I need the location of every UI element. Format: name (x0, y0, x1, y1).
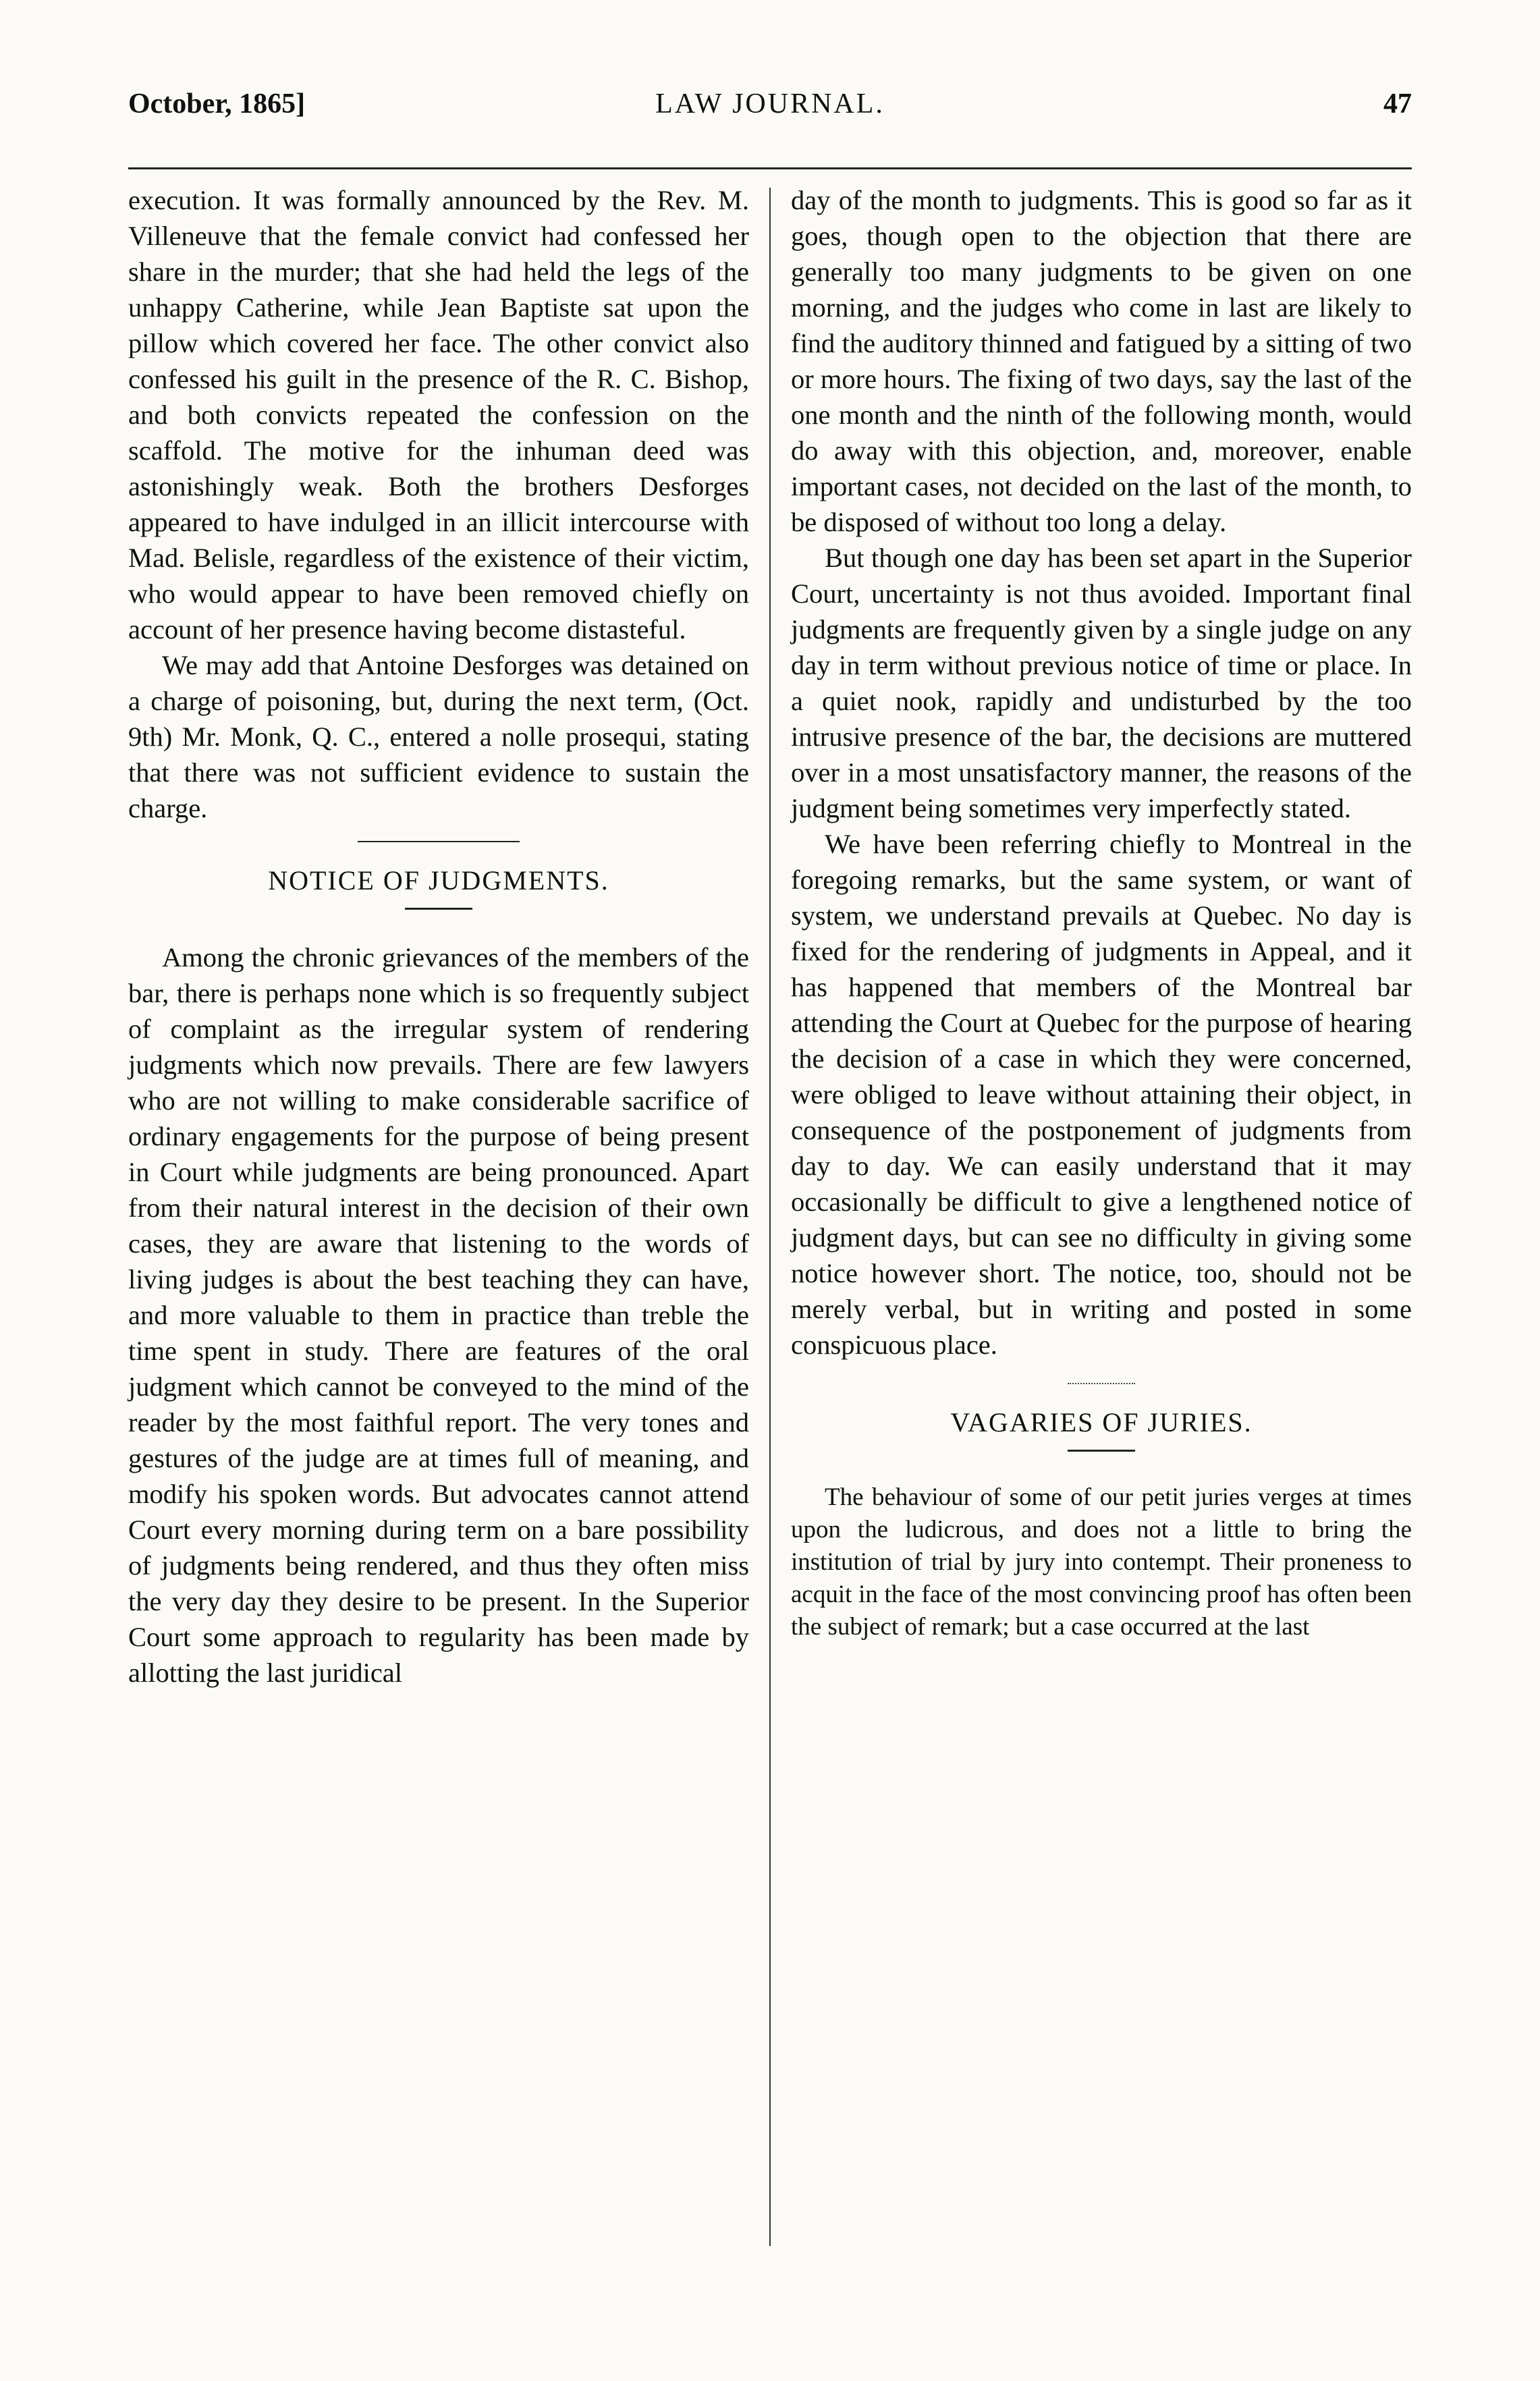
left-paragraph-2: We may add that Antoine Desforges was detained on a charge of poisoning, but, during the next term, (Oct. 9th) Mr. Monk, Q. C., entered a nolle prosequi, stating that there was not sufficient evidence to sustain the charge. (128, 650, 749, 823)
right-column (791, 182, 1412, 1691)
header-date: October, 1865] (128, 88, 306, 119)
left-paragraph-3: Among the chronic grievances of the members of the bar, there is perhaps none which is so frequently subject of complaint as the irregular system of rendering judgments which now prevails. There are few lawyers who are not willing to make considerable sacrifice of ordinary engagements for the purpose of being present in Court while judgments are being pronounced. Apart from their natural interest in the decision of their own cases, they are aware that listening to the words of living judges is about the best teaching they can have, and more valuable to them in practice than treble the time spent in study. There are features of the oral judgment which cannot be conveyed to the mind of the reader by the most faithful report. The very tones and gestures of the judge are at times full of meaning, and modify his spoken words. But advocates cannot attend Court every morning during term on a bare possibility of judgments being rendered, and thus they often miss the very day they desire to be present. In the Superior Court some approach to regularity has been made by allotting the last juridical (128, 942, 749, 1688)
article-columns (128, 182, 1412, 1691)
page-number: 47 (1383, 88, 1412, 119)
right-paragraph-3: We have been referring chiefly to Montreal in the foregoing remarks, but the same system, or want of system, we understand prevails at Quebec. No day is fixed for the rendering of judgments in Appeal, and it has happened that members of the Montreal bar attending the Court at Quebec for the purpose of hearing the decision of a case in which they were concerned, were obliged to leave without attaining their object, in consequence of the postponement of judgments from day to day. We can easily understand that it may occasionally be difficult to give a lengthened notice of judgment days, but can see no difficulty in giving some notice however short. The notice, too, should not be merely verbal, but in writing and posted in some conspicuous place. (791, 829, 1412, 1360)
right-paragraph-4: The behaviour of some of our petit juries verges at times upon the ludicrous, and does not a little to bring the institution of trial by jury into contempt. Their proneness to acquit in the face of the most convincing proof has often been the subject of remark; but a case occurred at the last (791, 1483, 1412, 1641)
right-paragraph-1: day of the month to judgments. This is good so far as it goes, though open to the objection that there are generally too many judgments to be given on one morning, and the judges who come in last are likely to find the auditory thinned and fatigued by a sitting of two or more hours. The fixing of two days, say the last of the one month and the ninth of the following month, would do away with this objection, and, moreover, enable important cases, not decided on the last of the month, to be disposed of without too long a delay. (791, 185, 1412, 537)
header-rule (128, 167, 1412, 169)
section-separator-2 (1068, 1383, 1135, 1384)
section-separator (358, 841, 520, 842)
left-column (128, 182, 749, 1691)
running-head (128, 88, 1412, 135)
journal-page (128, 88, 1412, 1688)
section-title-vagaries-of-juries: VAGARIES OF JURIES. (950, 1407, 1253, 1438)
section-title-notice-of-judgments: NOTICE OF JUDGMENTS. (268, 865, 609, 896)
title-rule (405, 908, 472, 910)
left-paragraph-1: execution. It was formally announced by the Rev. M. Villeneuve that the female convict had confessed her share in the murder; that she had held the legs of the unhappy Catherine, while Jean Baptiste sat upon the pillow which covered her face. The other convict also confessed his guilt in the presence of the R. C. Bishop, and both convicts repeated the confession on the scaffold. The motive for the inhuman deed was astonishingly weak. Both the brothers Desforges appeared to have indulged in an illicit intercourse with Mad. Belisle, regardless of the existence of their victim, who would appear to have been removed chiefly on account of her presence having become distasteful. (128, 185, 749, 645)
title-rule-2 (1068, 1450, 1135, 1452)
journal-title: LAW JOURNAL. (655, 88, 885, 119)
right-paragraph-2: But though one day has been set apart in the Superior Court, uncertainty is not thus avoided. Important final judgments are frequently given by a single judge on any day in term without previous notice of time or place. In a quiet nook, rapidly and undisturbed by the too intrusive presence of the bar, the decisions are muttered over in a most unsatisfactory manner, the reasons of the judgment being sometimes very imperfectly stated. (791, 543, 1412, 823)
